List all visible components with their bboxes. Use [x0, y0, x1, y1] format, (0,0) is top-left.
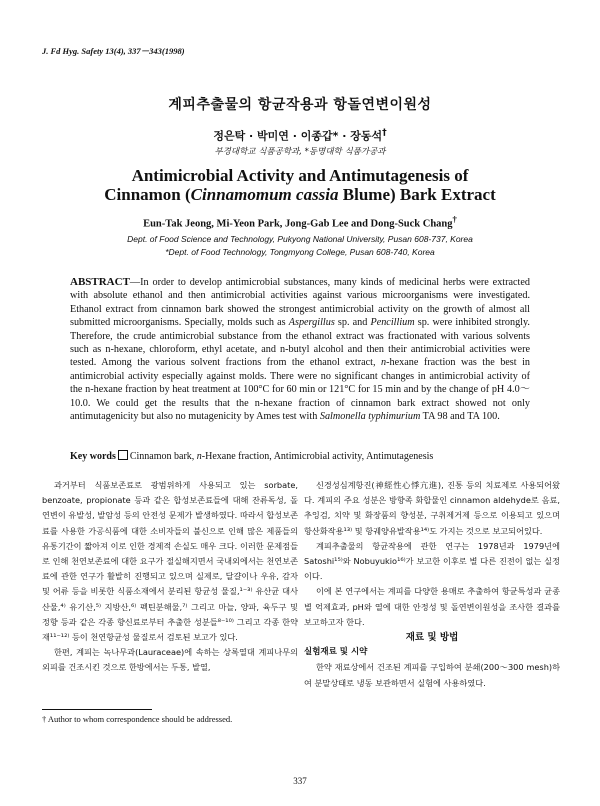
english-authors [0, 214, 600, 230]
keywords-text: Cinnamon bark, [129, 451, 197, 462]
english-author-names: Eun-Tak Jeong, Mi-Yeon Park, Jong-Gab Lee and Dong-Suck Chang [143, 218, 453, 230]
abstract-text: In order to develop antimicrobial substances, many kinds of medicinal herbs were extracted with absolute ethanol and then antimicrobial activities against various microorganisms were investigated. Ethanol extract from cinnamon bark showed the strongest antimicrobial activity on the growth of almost all submitted microorganisms. Specially, molds such as [70, 277, 530, 329]
english-title-line2 [0, 185, 600, 204]
affiliation-1: Dept. of Food Science and Technology, Pukyong National University, Pusan 608-737, Korea [127, 234, 473, 244]
affiliation-2: *Dept. of Food Technology, Tongmyong College, Pusan 608-740, Korea [165, 247, 435, 257]
body-paragraph: 이에 본 연구에서는 계피를 다양한 용매로 추출하여 항균특성과 균종별 억제효과, pH와 열에 대한 안정성 및 돌연변이원성을 조사한 결과를 보고하고자 한다. [304, 586, 560, 627]
footnote: † Author to whom correspondence should be addressed. [42, 714, 233, 724]
abstract-text: -hexane fraction was the best in antimicrobial activity especially against molds. There were no significant changes in antimicrobial activity of the n-hexane fraction by heat treatment at 100°C for 60 min or 121°C for 15 min and by the change of pH 4.0～10.0. We could get the results that the n-hexane fraction of cinnamon bark extract showed not only antimutagenicity but also no mutagenicity by Ames test with [70, 357, 530, 423]
abstract-italic: Pencillium [370, 317, 415, 329]
corresponding-mark: † [382, 127, 387, 138]
abstract-dash: — [129, 277, 141, 288]
body-column-right [304, 478, 560, 691]
body-paragraph: 신경성심계항진(神經性心悸亢進), 진통 등의 치료제로 사용되어왔다. 계피의 주요 성분은 방향족 화합물인 cinnamon aldehyde로 음료, 추잉검, 치약 및 화장품의 향성분, 구취제거제 등으로 이용되고 있으며 항산화작용¹³⁾ 및 항궤양유발작용¹⁴⁾도 가지는 것으로 보고되어있다. [304, 480, 560, 536]
journal-citation: J. Fd Hyg. Safety 13(4), 337－343(1998) [42, 46, 185, 56]
korean-affiliation: 부경대학교 식품공학과, *동명대학 식품가공과 [214, 147, 386, 157]
abstract-text: sp. and [334, 317, 371, 329]
keywords [70, 450, 530, 462]
section-heading: 재료 및 방법 [405, 632, 459, 644]
korean-authors [0, 127, 600, 144]
body-paragraph: 한약 재료상에서 건조된 계피를 구입하여 분쇄(200～300 mesh)하여 분말상태로 냉동 보관하면서 실험에 사용하였다. [304, 662, 560, 688]
abstract-italic: Aspergillus [288, 317, 335, 329]
abstract [70, 276, 530, 423]
english-title [0, 166, 600, 204]
subsection-heading: 실험재료 및 시약 [304, 647, 368, 658]
checkbox-square-icon [118, 450, 128, 460]
abstract-italic: n [381, 357, 387, 369]
body-paragraph: 과거부터 식품보존료로 광범위하게 사용되고 있는 sorbate, benzoate, propionate 등과 같은 합성보존료들에 대해 잔류독성, 돌연변이 유발성, 발암성 등의 안전성 문제가 발생하였다. 따라서 합성보존료를 사용한 가공식품에 대한 소비자들의 불신으로 인해 많은 제품들의 유통기간이 짧아져 이로 인한 경제적 손실도 매우 크다. 이러한 문제점들로 인해 천연보존료에 대한 요구가 절실해지면서 국내외에서는 천연보존료에 관한 연구가 활발히 진행되고 있으며 실제로, 달걀이나 우유, 감자 및 어류 등을 비롯한 식품소재에서 분리된 항균성 물질,¹⁻³⁾ 유산균 대사산물,⁴⁾ 유기산,⁵⁾ 지방산,⁶⁾ 펙틴분해물,⁷⁾ 그리고 마늘, 양파, 육두구 및 정향 등과 같은 각종 향신료로부터 추출한 성분들⁸⁻¹⁰⁾ 그리고 각종 한약재¹¹⁻¹²⁾ 등이 천연항균성 물질로서 검토된 보고가 있다. [42, 480, 298, 643]
korean-title: 계피추출물의 항균작용과 항돌연변이원성 [168, 97, 432, 113]
title-species: Cinnamomum cassia [190, 185, 339, 204]
title-part: Blume) Bark Extract [338, 185, 496, 204]
corresponding-mark: † [452, 214, 457, 224]
body-paragraph: 한편, 계피는 녹나무과(Lauraceae)에 속하는 상록열대 계피나무의 외피를 건조시킨 것으로 한방에서는 두통, 발열, [42, 647, 298, 673]
abstract-text: TA 98 and TA 100. [420, 411, 500, 423]
title-part: Cinnamon ( [104, 185, 191, 204]
body-column-left [42, 478, 298, 676]
english-title-line1: Antimicrobial Activity and Antimutagenesis of [131, 166, 469, 185]
korean-author-names: 정은탁 · 박미연 · 이종갑* · 장동석 [213, 129, 383, 143]
abstract-text: sp. were inhibited strongly. Therefore, the crude antimicrobial substance from the ethanol extract was fractionated with various solvents such as n-hexane, chloroform, ethyl acetate, and n-butyl alcohol and then their antimicrobial activities were tested. Among the various solvent fractions from the ethanol extract, [70, 317, 530, 369]
abstract-label: ABSTRACT [70, 276, 130, 288]
keywords-text: -Hexane fraction, Antimicrobial activity, Antimutagenesis [201, 451, 434, 462]
english-affiliations [0, 233, 600, 259]
footnote-divider [42, 709, 152, 710]
keywords-italic: n [196, 451, 202, 462]
abstract-italic: Salmonella typhimurium [319, 411, 421, 423]
keywords-label: Key words [70, 451, 116, 462]
body-paragraph: 계피추출물의 항균작용에 관한 연구는 1978년과 1979년에 Satoshi¹⁵⁾와 Nobuyukio¹⁶⁾가 보고한 이후로 별 다른 진전이 없는 실정이다. [304, 540, 560, 582]
page-number: 337 [293, 776, 307, 786]
